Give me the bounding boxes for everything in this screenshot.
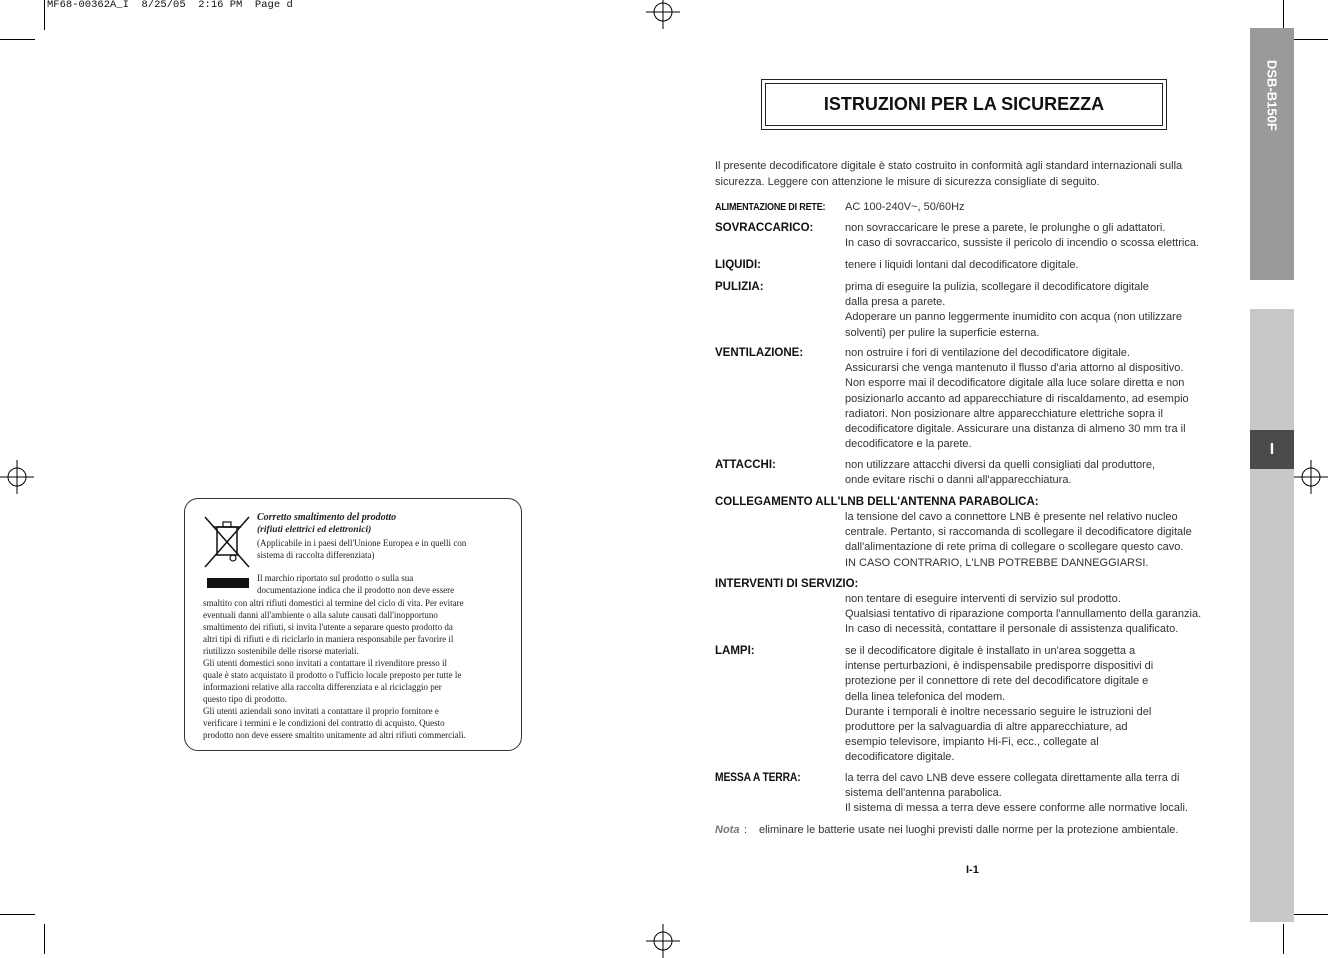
registration-mark-right-icon: [1294, 460, 1328, 494]
section-label-cleaning: PULIZIA:: [715, 281, 764, 293]
section-text-overload: non sovraccaricare le prese a parete, le prolunghe o gli adattatori. In caso di sovraccarico, sussiste il pericolo di incendio o scossa elettrica.: [845, 222, 1199, 250]
crop-mark: [1294, 914, 1328, 915]
crop-mark: [44, 0, 45, 30]
page-title-box: [761, 79, 1167, 130]
section-label-overload: SOVRACCARICO:: [715, 222, 814, 234]
section-label-liquids: LIQUIDI:: [715, 259, 761, 271]
weee-body: smaltito con altri rifiuti domestici al termine del ciclo di vita. Per evitare eventuali danni all'ambiente o alla salute causati dall'inopportuno smaltimento dei rifiuti, si invita l'utente a separare questo prodotto da altri tipi di rifiuti e di riciclarlo in maniera responsabile per favorire il riutilizzo sostenibile delle risorse materiali. Gli utenti domestici sono invitati a contattare il rivenditore presso il quale è stato acquistato il prodotto o l'ufficio locale preposto per tutte le informazioni relative alla raccolta differenziata e al riciclaggio per questo tipo di prodotto. Gli utenti aziendali sono invitati a contattare il proprio fornitore e verificare i termini e le condizioni del contratto di acquisto. Questo prodotto non deve essere smaltito unitamente ad altri rifiuti commerciali.: [203, 598, 466, 740]
registration-mark-bottom-icon: [646, 924, 680, 958]
section-text-attachments: non utilizzare attacchi diversi da quelli consigliati dal produttore, onde evitare rischi o danni all'apparecchiatura.: [845, 459, 1156, 487]
crossed-bin-icon: [203, 515, 251, 571]
side-tab-lower: [1250, 309, 1294, 922]
section-text-lightning: se il decodificatore digitale è installato in un'area soggetta a intense perturbazioni, è indispensabile predisporre dispositivi di protezione per il connettore di rete del decodificatore digitale e della linea telefonica del modem. Durante i temporali è inoltre necessario seguire le istruzioni del produttore per la salvaguardia di altre apparecchiature, ad esempio televisore, impianto Hi-Fi, ecc., collegate al decodificatore digitale.: [845, 645, 1154, 764]
model-name: DSB-B150F: [1264, 60, 1280, 131]
section-text-grounding: la terra del cavo LNB deve essere collegata direttamente alla terra di sistema dell'antenna parabolica. Il sistema di messa a terra deve essere conforme alle normative locali.: [845, 772, 1188, 815]
weee-black-bar: [207, 578, 249, 588]
note-colon: :: [744, 824, 748, 836]
section-label-lnb-connection: COLLEGAMENTO ALL'LNB DELL'ANTENNA PARABOLICA:: [715, 496, 1039, 508]
note-text: eliminare le batterie usate nei luoghi previsti dalle norme per la protezione ambientale.: [759, 824, 1179, 836]
crop-mark: [0, 914, 35, 915]
section-text-lnb-connection: la tensione del cavo a connettore LNB è presente nel relativo nucleo centrale. Pertanto, si raccomanda di scollegare il decodificatore digitale dall'alimentazione di rete prima di collegare o scollegare questo cavo. IN CASO CONTRARIO, L'LNB POTREBBE DANNEGGIARSI.: [845, 511, 1192, 569]
section-label-ventilation: VENTILAZIONE:: [715, 347, 804, 359]
crop-mark: [1283, 0, 1284, 30]
weee-disposal-notice: [184, 498, 522, 751]
registration-mark-left-icon: [0, 460, 34, 494]
weee-scope: (Applicabile in i paesi dell'Unione Europea e in quelli con sistema di raccolta differenziata): [257, 538, 467, 560]
section-label-grounding: MESSA A TERRA:: [715, 772, 801, 784]
power-value: AC 100-240V~, 50/60Hz: [845, 201, 965, 213]
page-title: ISTRUZIONI PER LA SICUREZZA: [823, 94, 1105, 114]
crop-mark: [44, 924, 45, 954]
crop-mark: [0, 39, 35, 40]
power-label: ALIMENTAZIONE DI RETE:: [715, 202, 826, 213]
section-text-cleaning: prima di eseguire la pulizia, scollegare il decodificatore digitale dalla presa a parete. Adoperare un panno leggermente inumidito con acqua (non utilizzare solventi) per pulire la superficie esterna.: [845, 281, 1182, 339]
section-text-liquids: tenere i liquidi lontani dal decodificatore digitale.: [845, 259, 1079, 271]
weee-lead: Il marchio riportato sul prodotto o sulla sua documentazione indica che il prodotto non deve essere: [257, 573, 455, 595]
section-label-lightning: LAMPI:: [715, 645, 755, 657]
intro-paragraph: Il presente decodificatore digitale è stato costruito in conformità agli standard internazionali sulla sicurezza. Leggere con attenzione le misure di sicurezza consigliate di seguito.: [715, 160, 1183, 188]
section-label-attachments: ATTACCHI:: [715, 459, 776, 471]
section-tab-marker: [1250, 430, 1294, 469]
page-number: I-1: [966, 864, 979, 876]
note-label: Nota: [715, 824, 740, 836]
section-text-servicing: non tentare di eseguire interventi di servizio sul prodotto. Qualsiasi tentativo di riparazione comporta l'annullamento della garanzia. In caso di necessità, contattare il personale di assistenza qualificato.: [845, 593, 1202, 636]
crop-mark: [1294, 39, 1328, 40]
weee-title: Corretto smaltimento del prodotto: [257, 512, 397, 523]
crop-mark: [1283, 924, 1284, 954]
section-text-ventilation: non ostruire i fori di ventilazione del decodificatore digitale. Assicurarsi che venga mantenuto il flusso d'aria attorno al dispositivo. Non esporre mai il decodificatore digitale alla luce solare diretta e non posizionarlo accanto ad apparecchiature di riscaldamento, ad esempio radiatori. Non posizionare altre apparecchiature elettriche sopra il decodificatore digitale. Assicurare una distanza di almeno 30 mm tra il decodificatore e la parete.: [845, 347, 1189, 451]
section-label-servicing: INTERVENTI DI SERVIZIO:: [715, 578, 859, 590]
registration-mark-top-icon: [646, 0, 680, 29]
print-job-line: MF68-00362A_I 8/25/05 2:16 PM Page d: [47, 0, 293, 11]
weee-subtitle: (rifiuti elettrici ed elettronici): [257, 525, 372, 535]
section-tab-letter: I: [1269, 440, 1275, 458]
